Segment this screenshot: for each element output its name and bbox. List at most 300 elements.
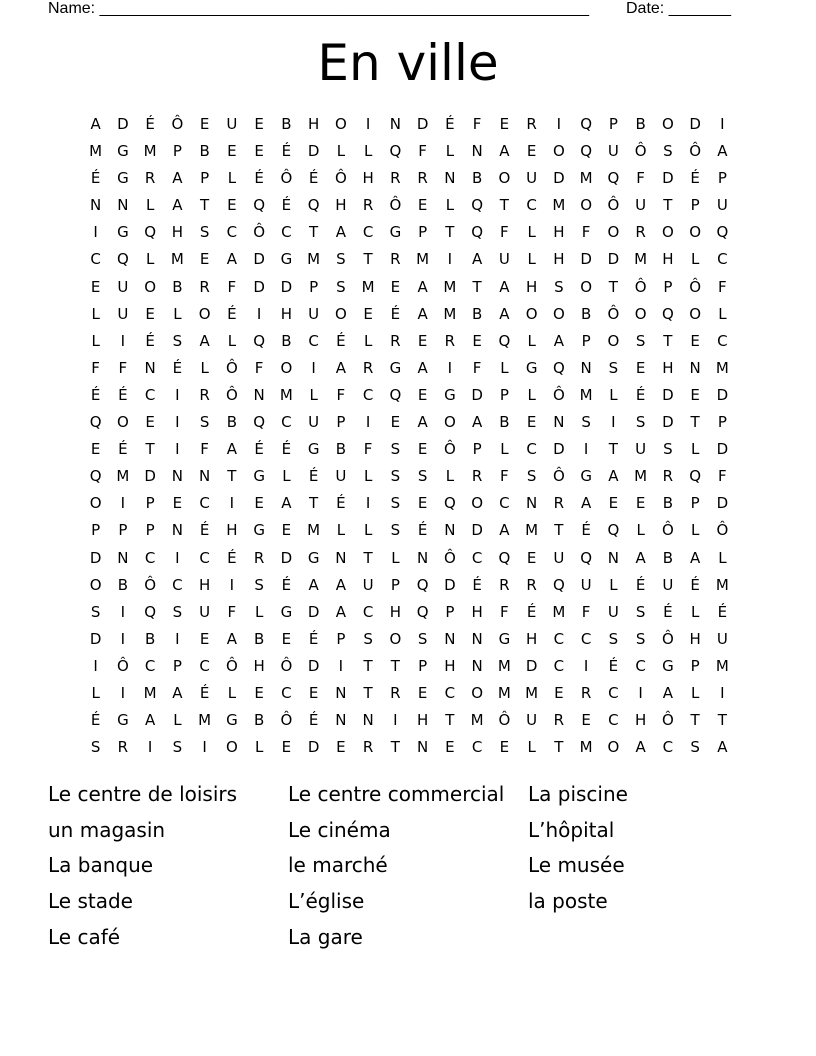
grid-letter: U (498, 250, 510, 269)
grid-letter: I (393, 711, 398, 730)
grid-letter: C (226, 223, 238, 242)
grid-letter: E (145, 304, 155, 323)
grid-letter: U (553, 548, 565, 567)
grid-letter: B (471, 169, 483, 188)
grid-letter: O (580, 196, 593, 215)
grid-letter: E (145, 413, 155, 432)
grid-letter: Ô (607, 304, 620, 323)
grid-letter: P (717, 169, 727, 188)
grid-letter: E (417, 331, 428, 350)
grid-letter: F (636, 169, 645, 188)
grid-letter: É (254, 169, 264, 188)
grid-letter: A (417, 277, 428, 296)
grid-letter: L (500, 358, 509, 377)
grid-letter: U (607, 602, 619, 621)
grid-letter: L (391, 548, 400, 567)
grid-letter: I (120, 331, 126, 350)
grid-letter: M (89, 142, 103, 161)
grid-letter: O (580, 277, 593, 296)
grid-letter: E (390, 277, 401, 296)
grid-letter: I (175, 440, 180, 459)
grid-letter: E (417, 440, 428, 459)
grid-letter: É (281, 440, 292, 459)
grid-letter: D (662, 385, 674, 404)
grid-letter: G (280, 250, 293, 269)
grid-letter: L (609, 575, 618, 594)
grid-letter: H (171, 223, 184, 242)
grid-letter: E (581, 711, 591, 730)
grid-letter: L (91, 304, 100, 323)
grid-letter: S (608, 629, 619, 648)
grid-letter: O (89, 494, 102, 513)
grid-letter: U (526, 169, 538, 188)
grid-letter: E (90, 277, 101, 296)
grid-letter: É (690, 575, 700, 594)
grid-letter: F (472, 115, 482, 133)
grid-letter: E (254, 115, 264, 133)
grid-letter: F (336, 385, 346, 404)
grid-letter: L (636, 521, 645, 540)
grid-letter: C (308, 331, 319, 350)
grid-letter: P (145, 494, 155, 513)
grid-letter: I (175, 629, 180, 648)
grid-letter: F (718, 277, 727, 296)
grid-letter: E (336, 738, 346, 757)
grid-letter: C (553, 629, 565, 648)
grid-letter: É (417, 521, 428, 540)
grid-letter: Ô (498, 711, 511, 730)
header (0, 0, 816, 20)
grid-letter: I (256, 304, 262, 323)
grid-letter: B (635, 115, 646, 133)
grid-letter: T (554, 738, 564, 757)
grid-letter: L (227, 169, 237, 188)
grid-letter: N (689, 358, 701, 377)
grid-letter: R (526, 575, 537, 594)
grid-letter: I (93, 223, 98, 242)
grid-letter: N (444, 169, 456, 188)
grid-letter: U (308, 304, 320, 323)
grid-letter: R (444, 331, 456, 350)
grid-letter: L (173, 304, 182, 323)
grid-letter: N (144, 358, 156, 377)
grid-letter: H (226, 521, 238, 540)
grid-letter: E (635, 494, 646, 513)
word-list-item: Le centre commercial (288, 782, 505, 806)
grid-letter: C (172, 575, 183, 594)
grid-letter: I (556, 115, 562, 133)
grid-letter: H (416, 711, 429, 730)
grid-letter: L (690, 602, 700, 621)
grid-letter: A (90, 115, 101, 133)
grid-letter: S (635, 413, 646, 432)
grid-letter: D (553, 169, 565, 188)
grid-letter: Ô (116, 656, 129, 675)
grid-letter: Ô (634, 142, 647, 161)
grid-letter: U (607, 142, 619, 161)
grid-letter: S (526, 467, 537, 486)
grid-letter: C (580, 629, 592, 648)
grid-letter: P (418, 656, 428, 675)
grid-letter: C (281, 683, 292, 702)
grid-letter: T (363, 548, 373, 567)
grid-letter: Q (389, 385, 402, 404)
grid-letter: L (609, 385, 618, 404)
grid-letter: L (254, 738, 264, 757)
grid-letter: O (389, 629, 402, 648)
grid-letter: D (553, 440, 565, 459)
grid-letter: R (417, 169, 428, 188)
grid-letter: Q (307, 196, 320, 215)
grid-letter: I (338, 656, 344, 675)
word-search-grid (82, 111, 736, 761)
grid-letter: O (661, 115, 674, 133)
grid-letter: M (497, 656, 511, 675)
grid-letter: B (471, 304, 483, 323)
grid-letter: I (583, 440, 589, 459)
grid-letter: M (279, 385, 293, 404)
grid-letter: O (471, 683, 484, 702)
grid-letter: M (116, 467, 130, 486)
word-list-item: Le café (48, 924, 121, 949)
grid-letter: B (172, 277, 183, 296)
grid-letter: E (172, 494, 183, 513)
grid-letter: A (471, 250, 483, 269)
grid-letter: E (499, 115, 510, 133)
grid-letter: O (334, 115, 347, 133)
grid-letter: B (580, 304, 592, 323)
grid-letter: N (417, 548, 429, 567)
grid-letter: S (390, 467, 401, 486)
grid-letter: C (471, 738, 483, 757)
grid-letter: E (199, 250, 210, 269)
grid-letter: T (608, 277, 618, 296)
grid-letter: B (144, 629, 156, 648)
grid-letter: T (390, 738, 400, 757)
grid-letter: F (254, 358, 264, 377)
grid-letter: É (90, 385, 101, 404)
grid-letter: Ô (607, 196, 620, 215)
grid-letter: A (417, 358, 428, 377)
grid-letter: C (144, 385, 156, 404)
grid-letter: H (444, 656, 456, 675)
grid-letter: M (416, 250, 430, 269)
grid-letter: M (552, 602, 566, 621)
grid-letter: E (281, 629, 292, 648)
grid-letter: M (497, 683, 511, 702)
grid-letter: T (608, 440, 618, 459)
grid-letter: Q (253, 413, 266, 432)
grid-letter: N (580, 358, 592, 377)
grid-letter: R (499, 575, 510, 594)
grid-letter: P (390, 575, 400, 594)
grid-letter: U (362, 575, 374, 594)
grid-letter: S (363, 629, 373, 648)
grid-letter: Ô (661, 711, 674, 730)
grid-letter: L (527, 738, 536, 757)
grid-letter: U (226, 115, 238, 133)
grid-letter: S (199, 223, 210, 242)
grid-letter: Q (89, 467, 102, 486)
grid-letter: Q (144, 602, 157, 621)
grid-letter: O (471, 494, 484, 513)
grid-letter: N (444, 629, 456, 648)
grid-letter: T (363, 683, 373, 702)
grid-letter: L (91, 683, 100, 702)
grid-letter: E (635, 358, 646, 377)
grid-letter: P (445, 602, 455, 621)
grid-letter: S (608, 358, 619, 377)
grid-letter: A (689, 548, 701, 567)
grid-letter: O (198, 304, 211, 323)
grid-letter: R (362, 738, 374, 757)
grid-letter: Ô (661, 521, 674, 540)
grid-letter: G (525, 358, 538, 377)
grid-letter: G (389, 358, 402, 377)
grid-letter: E (363, 304, 373, 323)
grid-letter: É (199, 683, 210, 702)
grid-letter: P (200, 169, 210, 188)
grid-letter: M (170, 250, 184, 269)
grid-letter: F (363, 440, 373, 459)
grid-letter: E (308, 683, 319, 702)
grid-letter: L (282, 467, 291, 486)
grid-letter: D (525, 656, 538, 675)
grid-letter: É (227, 548, 237, 567)
grid-letter: S (172, 738, 183, 757)
grid-letter: É (308, 467, 319, 486)
grid-letter: O (552, 304, 565, 323)
grid-letter: P (309, 277, 319, 296)
grid-letter: C (144, 656, 156, 675)
grid-letter: D (307, 142, 320, 161)
grid-letter: U (117, 304, 129, 323)
grid-letter: B (253, 711, 265, 730)
grid-letter: Ô (552, 385, 565, 404)
grid-letter: O (525, 304, 538, 323)
grid-letter: C (717, 250, 728, 269)
grid-letter: I (175, 385, 180, 404)
grid-letter: L (718, 548, 727, 567)
grid-letter: L (336, 142, 346, 161)
grid-letter: T (717, 711, 727, 730)
grid-letter: N (607, 548, 619, 567)
grid-letter: C (281, 413, 292, 432)
grid-letter: Ô (443, 440, 456, 459)
grid-letter: G (117, 169, 129, 188)
grid-letter: N (335, 683, 347, 702)
grid-letter: L (690, 521, 700, 540)
grid-letter: A (635, 548, 646, 567)
grid-letter: Q (416, 602, 429, 621)
grid-letter: E (417, 196, 428, 215)
grid-letter: É (90, 711, 101, 730)
grid-letter: D (117, 115, 129, 133)
grid-letter: L (527, 385, 536, 404)
grid-letter: U (308, 413, 320, 432)
grid-letter: É (281, 142, 292, 161)
grid-letter: G (498, 629, 511, 648)
grid-letter: P (172, 142, 182, 161)
grid-letter: G (117, 223, 129, 242)
grid-letter: R (526, 115, 537, 133)
grid-letter: R (144, 169, 156, 188)
grid-letter: D (662, 413, 674, 432)
grid-letter: D (253, 277, 265, 296)
grid-letter: G (280, 602, 293, 621)
grid-letter: Ô (280, 169, 293, 188)
grid-letter: R (635, 223, 646, 242)
grid-letter: Ô (443, 548, 456, 567)
grid-letter: É (281, 196, 292, 215)
grid-letter: H (307, 115, 320, 133)
grid-letter: E (199, 629, 210, 648)
grid-letter: P (118, 521, 128, 540)
grid-letter: F (500, 223, 509, 242)
grid-letter: N (362, 711, 374, 730)
grid-letter: Q (607, 521, 620, 540)
grid-letter: I (175, 413, 180, 432)
grid-letter: P (581, 331, 591, 350)
grid-letter: Ô (334, 169, 347, 188)
grid-letter: C (281, 223, 292, 242)
grid-letter: M (715, 575, 729, 594)
grid-letter: A (281, 494, 292, 513)
grid-letter: L (500, 440, 509, 459)
grid-letter: H (253, 656, 265, 675)
grid-letter: T (309, 223, 319, 242)
grid-letter: T (363, 250, 373, 269)
grid-letter: I (175, 548, 180, 567)
grid-letter: F (581, 223, 591, 242)
grid-letter: D (716, 494, 729, 513)
grid-letter: P (336, 629, 346, 648)
grid-letter: A (172, 196, 183, 215)
grid-letter: N (417, 738, 429, 757)
grid-letter: É (472, 575, 482, 594)
grid-letter: E (526, 142, 537, 161)
grid-letter: H (634, 711, 647, 730)
grid-letter: A (335, 223, 346, 242)
grid-letter: U (117, 277, 129, 296)
grid-letter: É (145, 331, 155, 350)
grid-letter: E (254, 142, 264, 161)
grid-letter: U (526, 711, 538, 730)
grid-letter: B (226, 413, 238, 432)
grid-letter: F (718, 467, 727, 486)
grid-letter: E (608, 494, 619, 513)
grid-letter: N (171, 467, 183, 486)
grid-letter: G (307, 440, 320, 459)
grid-letter: I (202, 738, 207, 757)
word-list-item: L’église (288, 889, 365, 914)
grid-letter: S (390, 521, 401, 540)
grid-letter: S (390, 440, 401, 459)
grid-letter: D (444, 575, 456, 594)
grid-letter: Ô (171, 115, 184, 133)
grid-letter: D (689, 115, 701, 133)
grid-letter: M (525, 683, 539, 702)
grid-letter: E (281, 738, 292, 757)
grid-letter: G (253, 521, 265, 540)
grid-letter: Q (144, 223, 157, 242)
grid-letter: Ô (280, 711, 293, 730)
grid-letter: L (227, 331, 237, 350)
grid-letter: H (335, 196, 347, 215)
grid-letter: D (607, 250, 620, 269)
grid-letter: R (580, 683, 592, 702)
grid-letter: F (118, 358, 128, 377)
grid-letter: Ô (253, 223, 266, 242)
grid-letter: T (663, 331, 673, 350)
grid-letter: Q (416, 575, 429, 594)
grid-letter: M (579, 738, 593, 757)
grid-letter: F (91, 358, 100, 377)
grid-letter: L (254, 602, 264, 621)
grid-letter: Q (607, 169, 620, 188)
grid-letter: M (715, 358, 729, 377)
grid-letter: T (309, 494, 319, 513)
grid-letter: E (417, 494, 428, 513)
grid-letter: I (365, 494, 371, 513)
grid-letter: C (199, 548, 210, 567)
grid-letter: C (635, 656, 646, 675)
grid-letter: O (689, 223, 702, 242)
grid-letter: A (144, 711, 156, 730)
grid-letter: M (143, 683, 157, 702)
grid-letter: C (90, 250, 101, 269)
grid-letter: U (716, 629, 728, 648)
grid-letter: Ô (225, 656, 238, 675)
grid-letter: U (716, 196, 728, 215)
grid-letter: S (663, 440, 673, 459)
grid-letter: D (307, 602, 320, 621)
grid-letter: A (417, 413, 428, 432)
grid-letter: É (635, 385, 646, 404)
grid-letter: R (199, 277, 210, 296)
grid-letter: E (90, 440, 101, 459)
word-list-item: La gare (288, 924, 363, 949)
grid-letter: C (362, 385, 374, 404)
grid-letter: H (525, 629, 538, 648)
grid-letter: U (635, 440, 647, 459)
grid-letter: T (227, 467, 237, 486)
grid-letter: E (472, 331, 482, 350)
grid-letter: A (499, 277, 510, 296)
grid-letter: S (199, 413, 210, 432)
grid-letter: S (172, 602, 183, 621)
grid-letter: E (227, 142, 237, 161)
grid-letter: L (527, 250, 536, 269)
grid-letter: N (444, 521, 456, 540)
grid-letter: M (715, 656, 729, 675)
word-list-item: Le centre de loisirs (48, 782, 238, 806)
grid-letter: É (336, 331, 346, 350)
grid-letter: D (716, 385, 729, 404)
grid-letter: D (144, 467, 156, 486)
grid-letter: Q (116, 250, 129, 269)
grid-letter: Q (580, 115, 593, 133)
grid-letter: Ô (225, 385, 238, 404)
word-list-item: Le musée (528, 853, 625, 878)
grid-letter: U (662, 575, 674, 594)
grid-letter: É (526, 602, 537, 621)
grid-letter: T (690, 711, 700, 730)
date-field-label: Date: _______ (626, 0, 731, 17)
grid-letter: B (117, 575, 129, 594)
grid-letter: A (226, 250, 237, 269)
grid-letter: R (117, 738, 129, 757)
